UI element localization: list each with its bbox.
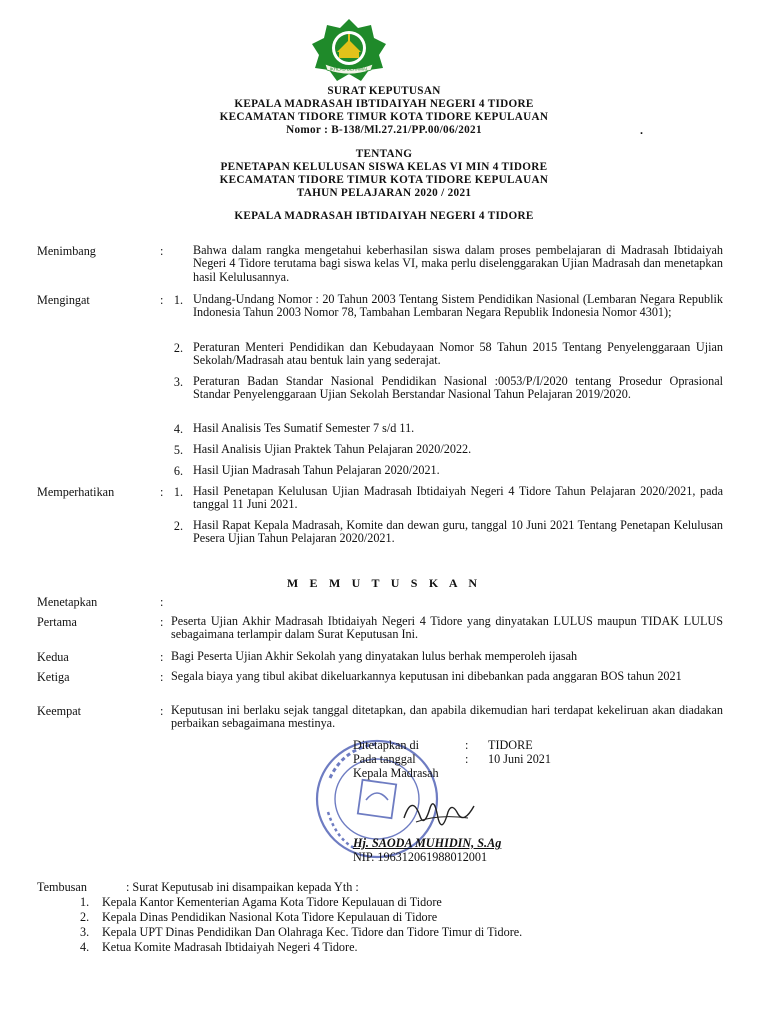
mengingat-num-4: 4.	[173, 422, 183, 436]
kedua-colon: :	[160, 650, 164, 664]
keempat-text: Keputusan ini berlaku sejak tanggal ditetapkan, dan apabila dikemudian hari terdapat kekeliruan akan diadakan perbaikan sebagaimana mestinya.	[171, 703, 723, 731]
trailing-dot: .	[640, 123, 643, 137]
position-title: Kepala Madrasah	[353, 766, 439, 780]
authority-line: KEPALA MADRASAH IBTIDAIYAH NEGERI 4 TIDORE	[234, 210, 534, 222]
menimbang-label: Menimbang	[37, 244, 96, 258]
ketiga-label: Ketiga	[37, 670, 70, 684]
tembusan-intro: : Surat Keputusab ini disampaikan kepada Yth :	[126, 880, 359, 894]
mengingat-item-1: Undang-Undang Nomor : 20 Tahun 2003 Tentang Sistem Pendidikan Nasional (Lembaran Negara Republik Indonesia Tahun 2003 Nomor 78, Tambahan Lembaran Negara Republik Indonesia Nomor 4301);	[193, 292, 723, 320]
subject-line-3: TAHUN PELAJARAN 2020 / 2021	[296, 187, 472, 199]
letter-title: SURAT KEPUTUSAN	[327, 85, 441, 97]
kedua-label: Kedua	[37, 650, 69, 664]
mengingat-label: Mengingat	[37, 293, 90, 307]
list-item: 4. Ketua Komite Madrasah Ibtidaiyah Negeri 4 Tidore.	[80, 940, 358, 954]
tentang-heading: TENTANG	[355, 148, 413, 160]
mengingat-num-3: 3.	[173, 375, 183, 389]
date-label: Pada tanggal	[353, 752, 416, 766]
keempat-colon: :	[160, 704, 164, 718]
tembusan-label: Tembusan	[37, 880, 87, 894]
list-item: 1. Kepala Kantor Kementerian Agama Kota Tidore Kepulauan di Tidore	[80, 895, 442, 909]
mengingat-colon: :	[160, 293, 164, 307]
svg-text:IKHLAS BERAMAL: IKHLAS BERAMAL	[329, 66, 369, 72]
mengingat-item-6: Hasil Ujian Madrasah Tahun Pelajaran 2020/2021.	[193, 463, 440, 477]
letter-number: Nomor : B-138/Ml.27.21/PP.00/06/2021	[286, 124, 482, 136]
date-value: 10 Juni 2021	[488, 752, 551, 766]
mengingat-num-1: 1.	[173, 293, 183, 307]
mengingat-item-5: Hasil Analisis Ujian Praktek Tahun Pelajaran 2020/2022.	[193, 442, 472, 456]
pertama-label: Pertama	[37, 615, 77, 629]
memperhatikan-num-2: 2.	[173, 519, 183, 533]
memutuskan-heading: M E M U T U S K A N	[286, 576, 482, 590]
list-item: 2. Kepala Dinas Pendidikan Nasional Kota Tidore Kepulauan di Tidore	[80, 910, 438, 924]
menetapkan-label: Menetapkan	[37, 595, 98, 609]
signatory-nip: NIP. 196312061988012001	[353, 850, 488, 864]
ketiga-colon: :	[160, 670, 164, 684]
menimbang-text: Bahwa dalam rangka mengetahui keberhasilan siswa dalam proses pembelajaran di Madrasah Ibtidaiyah Negeri 4 Tidore terutama bagi siswa kelas VI, maka perlu diselenggarakan Ujian Madrasah dan menetapkan hasil Kelulusannya.	[193, 243, 723, 284]
pertama-colon: :	[160, 615, 164, 629]
handwritten-signature	[398, 788, 478, 838]
region-line: KECAMATAN TIDORE TIMUR KOTA TIDORE KEPULAUAN	[219, 111, 549, 123]
kedua-text: Bagi Peserta Ujian Akhir Sekolah yang dinyatakan lulus berhak memperoleh ijasah	[171, 649, 578, 663]
memperhatikan-item-2: Hasil Rapat Kepala Madrasah, Komite dan dewan guru, tanggal 10 Juni 2021 Tentang Penetapan Kelulusan Pesera Ujian Tahun Pelajaran 2020/2021.	[193, 518, 723, 546]
mengingat-num-5: 5.	[173, 443, 183, 457]
subject-line-1: PENETAPAN KELULUSAN SISWA KELAS VI MIN 4 TIDORE	[220, 161, 548, 173]
place-label: Ditetapkan di	[353, 738, 419, 752]
kemenag-logo	[311, 18, 387, 84]
place-value: TIDORE	[488, 738, 533, 752]
subject-block	[0, 148, 768, 200]
ketiga-text: Segala biaya yang tibul akibat dikeluarkannya keputusan ini dibebankan pada anggaran BOS tahun 2021	[171, 669, 682, 683]
letter-header	[0, 85, 768, 137]
tembusan-list	[80, 895, 522, 955]
list-item: 3. Kepala UPT Dinas Pendidikan Dan Olahraga Kec. Tidore dan Tidore Timur di Tidore.	[80, 925, 523, 939]
mengingat-item-3: Peraturan Badan Standar Nasional Pendidikan Nasional :0053/P/I/2020 tentang Prosedur Oprasional Standar Penyelenggaraan Ujian Sekolah Berstandar Nasional Tahun Pelajaran 2019/2020.	[193, 374, 723, 402]
memperhatikan-num-1: 1.	[173, 485, 183, 499]
mengingat-num-2: 2.	[173, 341, 183, 355]
signatory-name: Hj. SAODA MUHIDIN, S.Ag	[353, 836, 502, 850]
date-colon: :	[465, 752, 469, 766]
mengingat-item-2: Peraturan Menteri Pendidikan dan Kebudayaan Nomor 58 Tahun 2015 Tentang Penyelenggaraan Ujian Sekolah/Madrasah atau bentuk lain yang sederajat.	[193, 340, 723, 368]
mengingat-item-4: Hasil Analisis Tes Sumatif Semester 7 s/d 11.	[193, 421, 415, 435]
memperhatikan-label: Memperhatikan	[37, 485, 115, 499]
mengingat-num-6: 6.	[173, 464, 183, 478]
pertama-text: Peserta Ujian Akhir Madrasah Ibtidaiyah Negeri 4 Tidore yang dinyatakan LULUS maupun TIDAK LULUS sebagaimana terlampir dalam Surat Keputusan Ini.	[171, 614, 723, 642]
menetapkan-colon: :	[160, 595, 164, 609]
memperhatikan-colon: :	[160, 485, 164, 499]
place-colon: :	[465, 738, 469, 752]
issuer-line: KEPALA MADRASAH IBTIDAIYAH NEGERI 4 TIDORE	[234, 98, 534, 110]
menimbang-colon: :	[160, 244, 164, 258]
keempat-label: Keempat	[37, 704, 81, 718]
subject-line-2: KECAMATAN TIDORE TIMUR KOTA TIDORE KEPULAUAN	[219, 174, 549, 186]
memperhatikan-item-1: Hasil Penetapan Kelulusan Ujian Madrasah Ibtidaiyah Negeri 4 Tidore Tahun Pelajaran 2020/2021, pada tanggal 11 Juni 2021.	[193, 484, 723, 512]
